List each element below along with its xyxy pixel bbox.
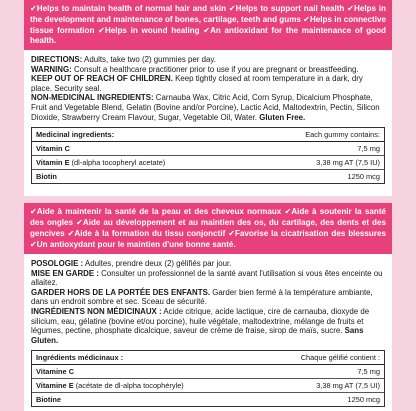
keep-out-text: Garder bien fermé à la température ambiante, dans un endroit sombre et sec. Sceau de sécurité. bbox=[31, 287, 373, 307]
directions-text: Adults, take two (2) gummies per day. bbox=[82, 55, 216, 64]
english-label-panel bbox=[24, 0, 392, 196]
benefit-item: Aide à soutenir la santé des ongles bbox=[30, 207, 387, 227]
directions-text: Adultes, prendre deux (2) gélifiés par jour. bbox=[83, 259, 232, 268]
warning-text: Consulter un professionnel de la santé avant l'utilisation si vous êtes enceinte ou allaitez. bbox=[31, 268, 383, 288]
english-medicinal-table bbox=[31, 127, 385, 184]
french-non-medicinal bbox=[24, 307, 392, 345]
non-medicinal-text: Carnauba Wax, Citric Acid, Corn Syrup, Dicalcium Phosphate, Fruit and Vegetable Blend, Gelatin (Bovine and/or Porcine), Lactic Acid, Maltodextrin, Pectin, Silicon Dioxide, Strawberry Cream Flavour, Sugar, Vegetable Oil, Water. bbox=[31, 93, 380, 122]
table-row bbox=[32, 379, 384, 393]
ingredient-name: Biotin bbox=[36, 172, 57, 182]
checkmark-icon: ✔ bbox=[98, 25, 105, 35]
non-medicinal-label: INGRÉDIENTS NON MÉDICINAUX : bbox=[31, 306, 162, 316]
benefit-item: Helps in the development and maintenance of bones, cartilage, teeth and gums bbox=[30, 4, 386, 24]
french-warning bbox=[24, 269, 392, 288]
ingredient-name: Vitamin E bbox=[36, 158, 70, 168]
non-medicinal-text: Acide citrique, acide lactique, cire de carnauba, dioxyde de silicium, eau, gélatine (bovine et/ou porcine), huile végétale, maltodextrine, mélange de fruits et légumes, pectine, phosphate dicalcique, saveur de crème de fraise, sirop de maïs, sucre. bbox=[31, 306, 370, 336]
benefit-item: Favorise la cicatrisation des blessures bbox=[234, 229, 387, 238]
checkmark-icon: ✔ bbox=[228, 3, 236, 13]
keep-out-label: KEEP OUT OF REACH OF CHILDREN. bbox=[31, 74, 173, 84]
checkmark-icon: ✔ bbox=[284, 206, 292, 216]
keep-out-text: Keep tightly closed at room temperature in a dark, dry place. Security seal. bbox=[31, 74, 363, 93]
table-header-left: Medicinal ingredients: bbox=[36, 130, 115, 140]
non-medicinal-label: NON-MEDICINAL INGREDIENTS: bbox=[31, 93, 154, 103]
benefit-item: Helps to maintain health of normal hair and skin bbox=[36, 4, 227, 13]
ingredient-name: Vitamine C bbox=[36, 367, 75, 377]
gluten-free-claim: Sans Gluten. bbox=[31, 326, 364, 345]
table-header-right: Chaque gélifié contient : bbox=[300, 353, 380, 363]
table-header bbox=[32, 351, 384, 365]
benefit-item: Helps in connective tissue formation bbox=[30, 15, 386, 35]
checkmark-icon: ✔ bbox=[303, 14, 310, 24]
french-directions bbox=[24, 259, 392, 269]
english-directions bbox=[24, 55, 392, 65]
french-label-panel bbox=[24, 203, 392, 411]
checkmark-icon: ✔ bbox=[30, 3, 37, 13]
french-keep-out bbox=[24, 288, 392, 307]
table-row bbox=[32, 170, 384, 183]
ingredient-name: Vitamine E bbox=[36, 381, 74, 391]
keep-out-label: GARDER HORS DE LA PORTÉE DES ENFANTS. bbox=[31, 287, 211, 297]
benefit-item: Aide à maintenir la santé de la peau et des cheveux normaux bbox=[36, 207, 282, 216]
ingredient-amount: 7,5 mg bbox=[357, 144, 380, 154]
gluten-free-claim: Gluten Free. bbox=[257, 112, 306, 122]
english-non-medicinal bbox=[24, 93, 392, 122]
ingredient-name: Biotine bbox=[36, 395, 62, 405]
table-row bbox=[32, 393, 384, 406]
english-keep-out bbox=[24, 74, 392, 93]
ingredient-name: Vitamin C bbox=[36, 144, 70, 154]
french-benefits-box bbox=[24, 203, 392, 254]
directions-label: POSOLOGIE : bbox=[31, 259, 84, 268]
checkmark-icon: ✔ bbox=[76, 217, 83, 227]
ingredient-amount: 1250 mcg bbox=[347, 395, 380, 405]
warning-label: WARNING: bbox=[31, 64, 72, 74]
warning-text: Consult a healthcare practitioner prior to use if you are pregnant or breastfeeding. bbox=[71, 64, 359, 74]
table-row bbox=[32, 365, 384, 379]
ingredient-amount: 3,38 mg AT (7,5 IU) bbox=[316, 158, 380, 168]
table-row bbox=[32, 156, 384, 170]
english-benefits-box bbox=[24, 0, 392, 50]
directions-label: DIRECTIONS: bbox=[31, 55, 83, 64]
checkmark-icon: ✔ bbox=[67, 228, 75, 238]
ingredient-amount: 3,38 mg AT (7,5 UI) bbox=[316, 381, 380, 391]
checkmark-icon: ✔ bbox=[30, 239, 37, 249]
warning-label: MISE EN GARDE : bbox=[31, 268, 99, 278]
checkmark-icon: ✔ bbox=[228, 228, 235, 238]
ingredient-detail: (acétate de dl-alpha tocophéryle) bbox=[73, 381, 184, 391]
benefit-item: Un antioxydant pour le maintien d'une bonne santé. bbox=[36, 240, 236, 249]
ingredient-amount: 1250 mcg bbox=[347, 172, 380, 182]
english-warning bbox=[24, 65, 392, 75]
benefit-item: Helps to support nail health bbox=[235, 4, 345, 13]
benefit-item: Aide au développement et au maintien des os, du cartilage, des dents et des gencives bbox=[30, 218, 386, 238]
table-header-right: Each gummy contains: bbox=[305, 130, 380, 140]
table-row bbox=[32, 142, 384, 156]
ingredient-amount: 7,5 mg bbox=[357, 367, 380, 377]
checkmark-icon: ✔ bbox=[203, 25, 211, 35]
benefit-item: Aide à la formation du tissu conjonctif bbox=[74, 229, 226, 238]
benefit-item: Helps in wound healing bbox=[104, 26, 200, 35]
checkmark-icon: ✔ bbox=[347, 3, 354, 13]
french-medicinal-table bbox=[31, 350, 385, 407]
table-header bbox=[32, 128, 384, 142]
benefit-item: An antioxidant for the maintenance of good health. bbox=[30, 26, 386, 45]
ingredient-detail: (dl-alpha tocopheryl acetate) bbox=[69, 158, 166, 168]
table-header-left: Ingrédients médicinaux : bbox=[36, 353, 124, 363]
checkmark-icon: ✔ bbox=[30, 206, 37, 216]
